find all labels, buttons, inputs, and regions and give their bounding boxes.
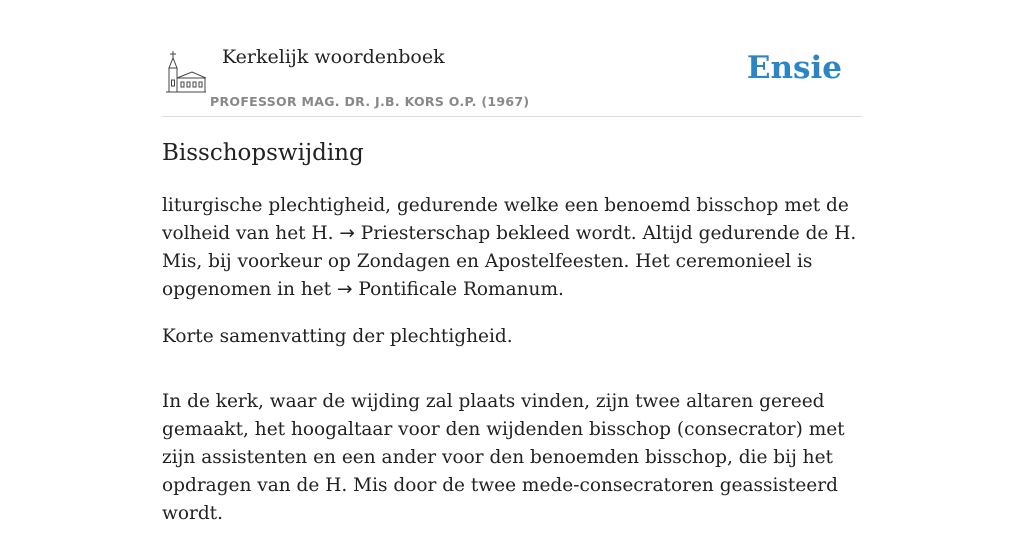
link-text: Priesterschap [354, 223, 491, 244]
church-icon[interactable] [166, 50, 206, 94]
summary-heading-paragraph: Korte samenvatting der plechtigheid. [162, 326, 513, 347]
definition-text-b: bekleed wordt. Altijd gedurende de H. Mis, bij voorkeur op Zondagen en Apostelfeesten. Het ceremonieel is opgenomen in het [162, 223, 857, 300]
book-title[interactable]: Kerkelijk woordenboek [222, 46, 445, 68]
page-title: Bisschopswijding [162, 140, 364, 166]
header [162, 44, 862, 117]
link-text: Pontificale Romanum [352, 279, 559, 300]
arrow-right-icon: → [339, 223, 355, 244]
entry-content [162, 192, 864, 547]
author-line: PROFESSOR MAG. DR. J.B. KORS O.P. (1967) [210, 94, 530, 109]
brand-logo[interactable]: Ensie [746, 50, 842, 86]
arrow-right-icon: → [337, 279, 353, 300]
definition-paragraph [162, 192, 864, 304]
definition-text-a: liturgische plechtigheid, gedurende welke een benoemd bisschop met de volheid van het H. [162, 195, 849, 244]
body-paragraph: In de kerk, waar de wijding zal plaats vinden, zijn twee altaren gereed gemaakt, het hoogaltaar voor den wijdenden bisschop (consecrator) met zijn assistenten en een ander voor den benoemden bisschop, die bij het opdragen van de H. Mis door de twee mede-consecratoren geassisteerd wordt. [162, 391, 845, 524]
link-priesterschap[interactable] [339, 223, 490, 244]
link-pontificale-romanum[interactable] [337, 279, 558, 300]
definition-text-c: . [558, 279, 564, 300]
